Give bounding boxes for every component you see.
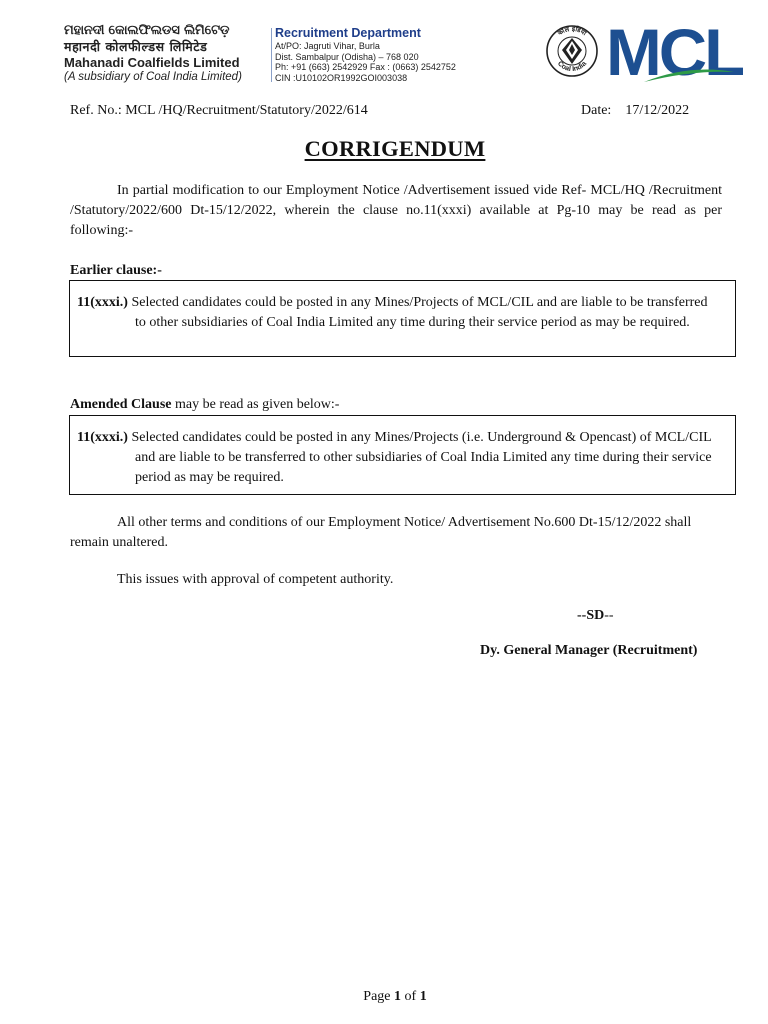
department-name: Recruitment Department bbox=[275, 26, 421, 40]
company-name-english: Mahanadi Coalfields Limited bbox=[64, 55, 240, 70]
footer-page-current: 1 bbox=[394, 989, 402, 1004]
earlier-clause bbox=[77, 293, 717, 333]
mcl-logo-icon bbox=[604, 18, 744, 84]
footer-page-total: 1 bbox=[419, 989, 427, 1004]
intro-paragraph: In partial modification to our Employment Notice /Advertisement issued vide Ref- MCL/HQ /Recruitment /Statutory/2022/600 Dt-15/12/2022, wherein the clause no.11(xxxi) available at Pg-10 may be read as per following:- bbox=[70, 183, 722, 238]
amended-clause-box bbox=[69, 415, 736, 495]
company-name-odia: ମହାନଦୀ କୋଲଫିଲଡସ ଲିମିଟେଡ଼ bbox=[64, 23, 230, 38]
document-title: CORRIGENDUM bbox=[304, 136, 486, 161]
emblem-top-text: कोल इंडिया bbox=[556, 24, 588, 38]
signatory-designation: Dy. General Manager (Recruitment) bbox=[480, 643, 698, 658]
footer-page-word: Page bbox=[363, 989, 391, 1004]
earlier-clause-box bbox=[69, 280, 736, 357]
approval-paragraph: This issues with approval of competent authority. bbox=[117, 572, 394, 587]
address-line-1: At/PO: Jagruti Vihar, Burla bbox=[275, 41, 380, 51]
sd-dash-right: -- bbox=[604, 608, 614, 623]
amended-clause-text: Selected candidates could be posted in any Mines/Projects (i.e. Underground & Opencast) of MCL/CIL and are liable to be transferred to other subsidiaries of Coal India Limited any time during their service period as may be required. bbox=[131, 430, 712, 485]
letterhead-divider bbox=[271, 28, 272, 82]
other-terms-paragraph: All other terms and conditions of our Employment Notice/ Advertisement No.600 Dt-15/12/2022 shall remain unaltered. bbox=[70, 515, 692, 550]
date-value: 17/12/2022 bbox=[625, 103, 690, 118]
sd-dash-left: -- bbox=[577, 608, 587, 623]
amended-clause-label bbox=[70, 395, 339, 415]
amended-label-rest: may be read as given below:- bbox=[175, 397, 340, 412]
coal-india-emblem-icon bbox=[544, 17, 600, 83]
reference-number: Ref. No.: MCL /HQ/Recruitment/Statutory/2022/614 bbox=[70, 103, 368, 118]
date-label: Date: bbox=[581, 103, 612, 118]
amended-clause-number: 11(xxxi.) bbox=[77, 430, 128, 445]
footer-of-word: of bbox=[404, 989, 417, 1004]
letterhead-address-block bbox=[275, 26, 535, 83]
emblem-bottom-text: Coal India bbox=[555, 60, 589, 74]
letterhead-company-block bbox=[64, 22, 268, 84]
amended-label-bold: Amended Clause bbox=[70, 397, 172, 412]
address-line-2: Dist. Sambalpur (Odisha) – 768 020 bbox=[275, 51, 419, 62]
amended-clause bbox=[77, 428, 717, 488]
subsidiary-note: (A subsidiary of Coal India Limited) bbox=[64, 71, 242, 83]
sd-text: SD bbox=[586, 608, 605, 623]
earlier-clause-number: 11(xxxi.) bbox=[77, 295, 128, 310]
page-footer bbox=[0, 989, 768, 1005]
earlier-clause-label: Earlier clause:- bbox=[70, 263, 162, 278]
document-date bbox=[581, 101, 689, 121]
mcl-logo-text: MCL bbox=[606, 18, 744, 84]
company-name-hindi: महानदी कोलफील्डस लिमिटेड bbox=[64, 39, 208, 54]
cin-number: CIN :U10102OR1992GOI003038 bbox=[275, 72, 408, 83]
signature-sd bbox=[577, 606, 614, 626]
earlier-clause-text: Selected candidates could be posted in any Mines/Projects of MCL/CIL and are liable to be transferred to other subsidiaries of Coal India Limited any time during their service period as may be required. bbox=[131, 295, 708, 330]
phone-fax: Ph: +91 (663) 2542929 Fax : (0663) 2542752 bbox=[275, 62, 456, 72]
